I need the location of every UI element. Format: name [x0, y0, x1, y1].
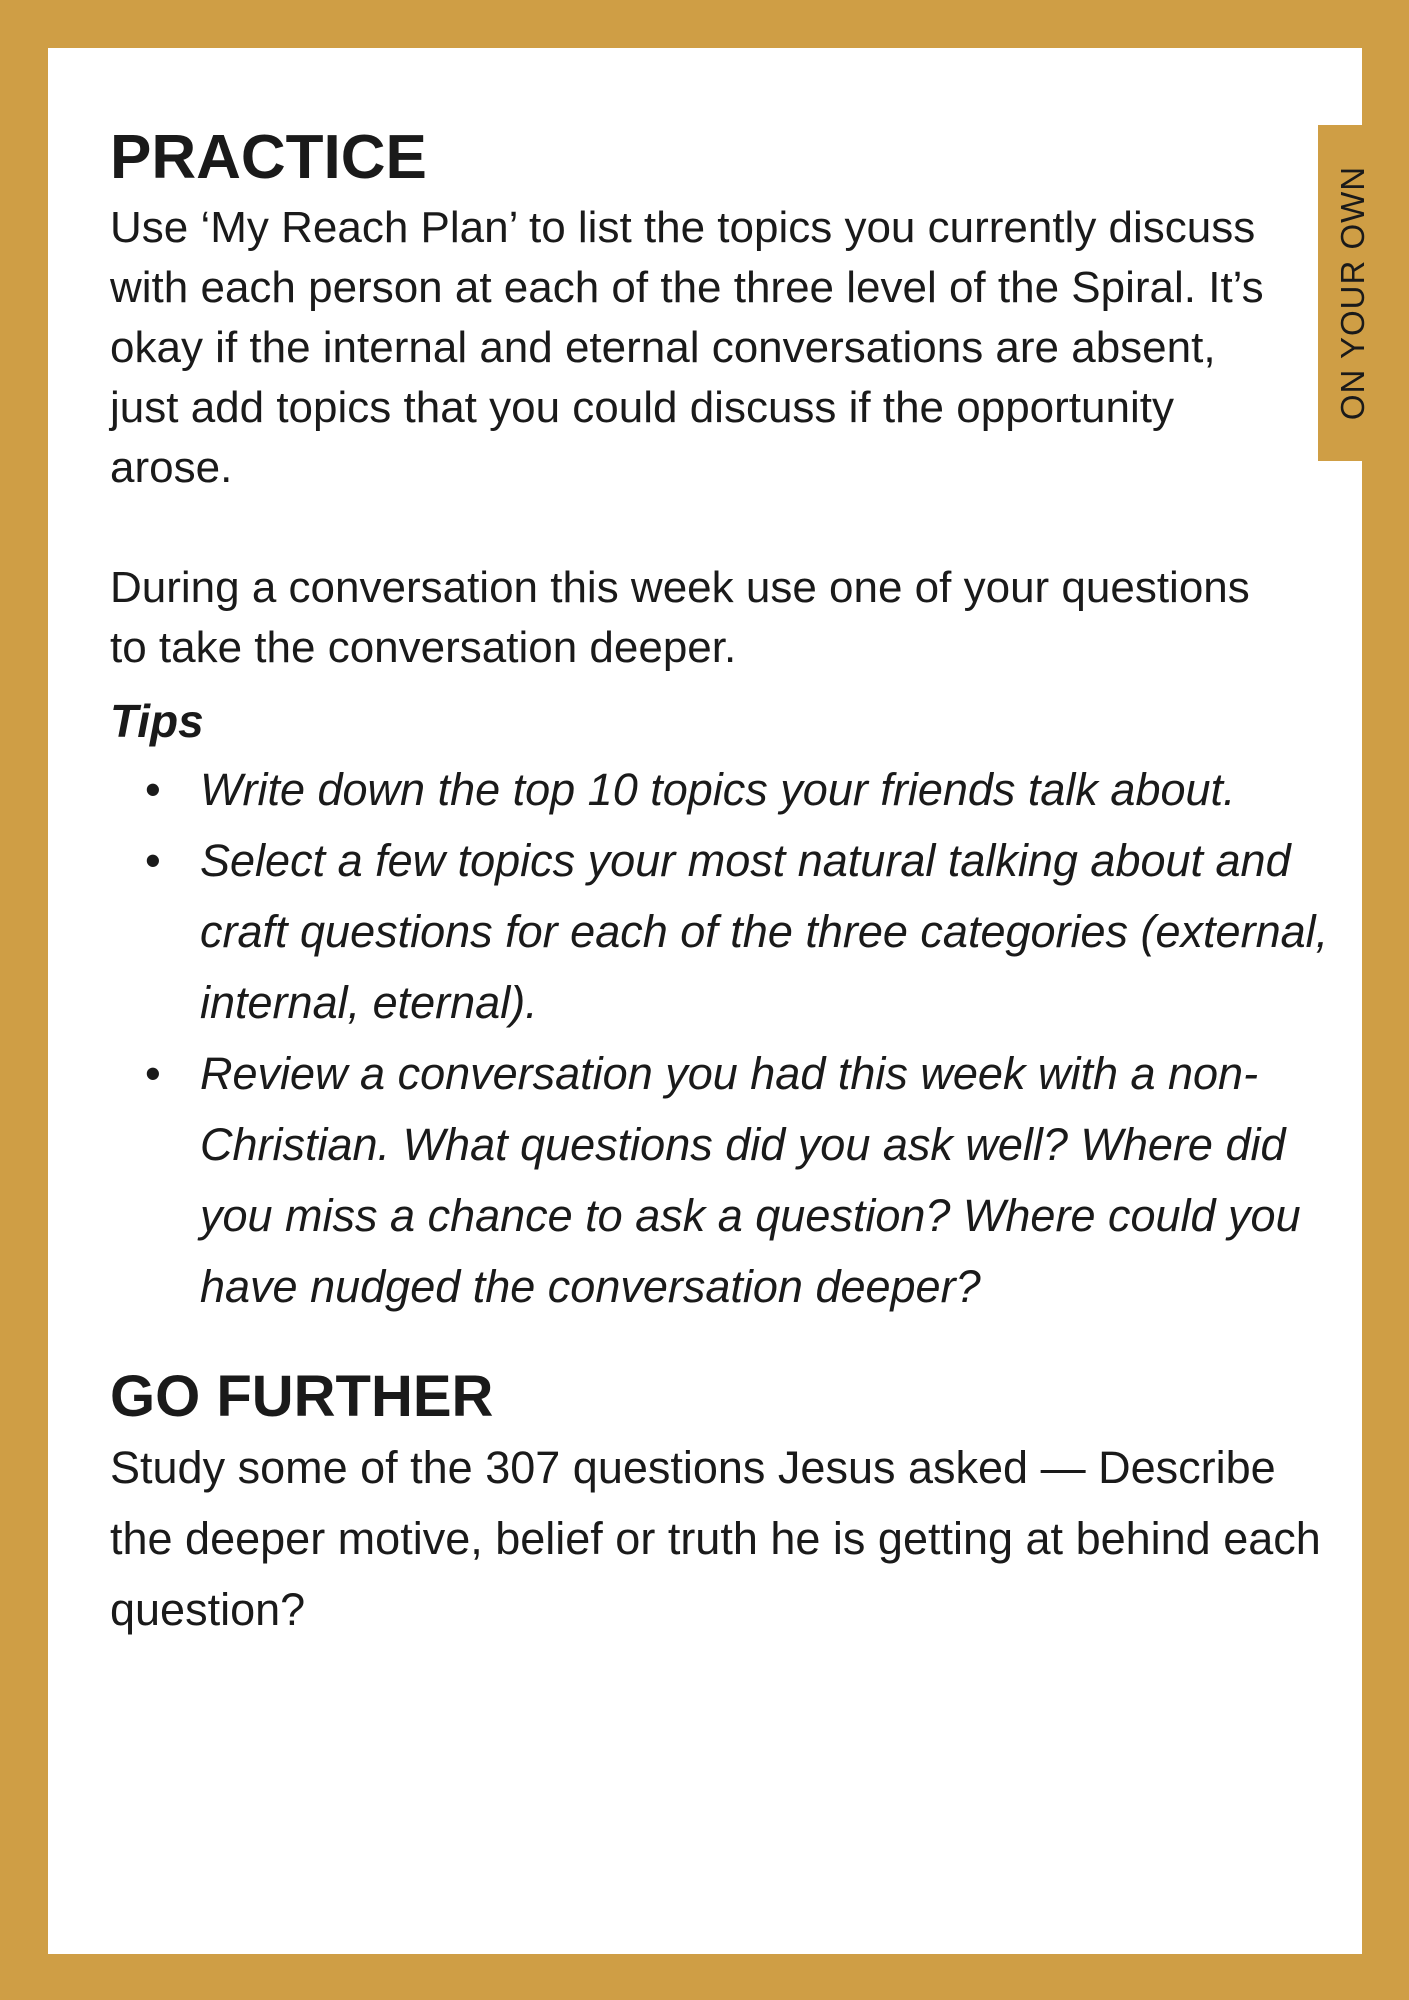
tip-item [145, 825, 1340, 1038]
practice-paragraph-2: During a conversation this week use one of your questions to take the conversation deeper. [110, 563, 1250, 672]
tip-text: Select a few topics your most natural talking about and craft questions for each of the three categories (external, internal, eternal). [200, 835, 1329, 1028]
tip-text: Review a conversation you had this week with a non-Christian. What questions did you ask well? Where did you miss a chance to ask a question? Where could you have nudged the conversation deeper? [200, 1048, 1301, 1312]
on-your-own-label: ON YOUR OWN [1334, 165, 1372, 421]
bullet-icon: • [145, 1048, 161, 1099]
tip-item [145, 1038, 1340, 1322]
tip-item [145, 754, 1340, 825]
bullet-icon: • [145, 835, 161, 886]
content [110, 118, 1340, 1645]
practice-heading: PRACTICE [110, 123, 427, 192]
tips-list [110, 754, 1340, 1322]
go-further-body: Study some of the 307 questions Jesus asked — Describe the deeper motive, belief or truth he is getting at behind each question? [110, 1442, 1321, 1635]
tips-heading: Tips [110, 695, 204, 747]
paragraph-gap [110, 498, 1340, 558]
bullet-icon: • [145, 764, 161, 815]
practice-paragraph-1: Use ‘My Reach Plan’ to list the topics you currently discuss with each person at each of the three level of the Spiral. It’s okay if the internal and eternal conversations are absent, just add topics that you could discuss if the opportunity arose. [110, 203, 1264, 492]
tip-text: Write down the top 10 topics your friends talk about. [200, 764, 1236, 815]
go-further-heading: GO FURTHER [110, 1364, 494, 1429]
page-card [48, 48, 1372, 1954]
